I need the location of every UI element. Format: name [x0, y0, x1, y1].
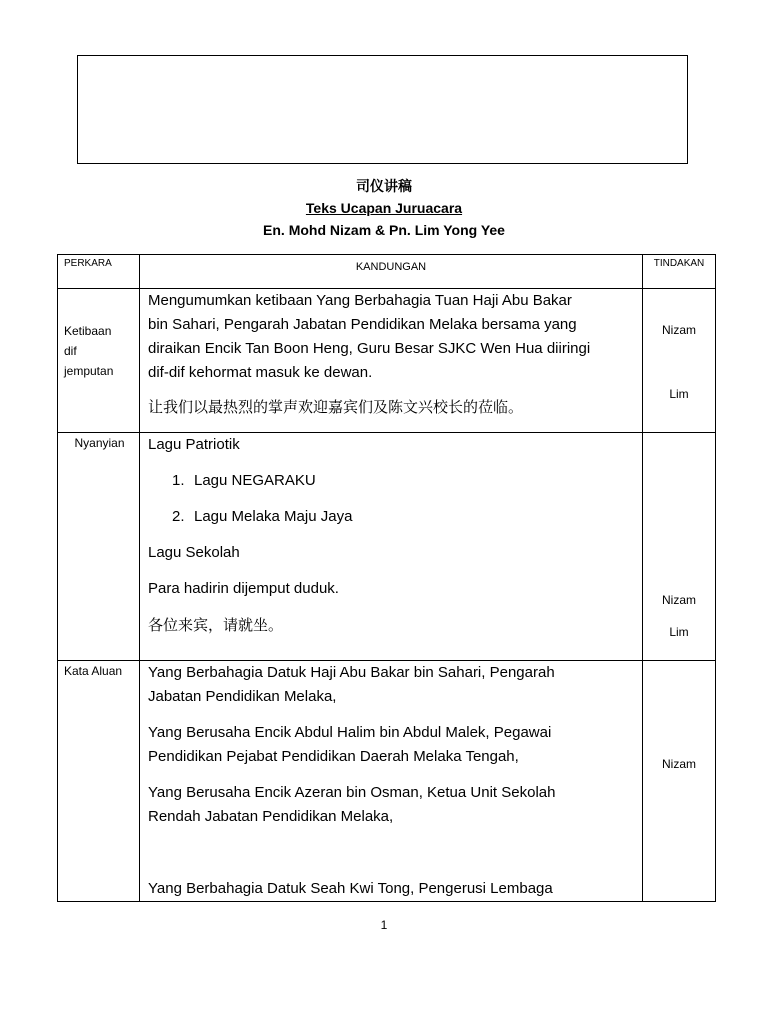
perkara-kata-aluan: Kata Aluan: [58, 661, 140, 902]
tindakan-name: Lim: [669, 387, 689, 401]
perkara-line: jemputan: [64, 364, 114, 378]
page-number: 1: [380, 918, 388, 932]
emcee-names: En. Mohd Nizam & Pn. Lim Yong Yee: [263, 222, 505, 238]
speech-table: [57, 254, 716, 902]
title-chinese: 司仪讲稿: [356, 179, 412, 195]
tindakan-name: Lim: [669, 625, 689, 639]
content-nyanyian: [140, 433, 643, 661]
content-ketibaan: [140, 289, 643, 433]
perkara-nyanyian: Nyanyian: [58, 433, 140, 661]
header-perkara: PERKARA: [58, 255, 140, 289]
greeting-paragraph: Yang Berbahagia Datuk Haji Abu Bakar bin Sahari, Pengarah Jabatan Pendidikan Melaka,: [148, 664, 555, 705]
content-line: dif-dif kehormat masuk ke dewan.: [148, 364, 373, 381]
table-row-ketibaan: [58, 289, 716, 433]
table-row-nyanyian: [58, 433, 716, 661]
table-row-kata-aluan: [58, 661, 716, 902]
tindakan-kata-aluan: [643, 661, 716, 902]
seated-instruction-chinese: 各位来宾，请就坐。: [148, 616, 284, 634]
song-list: [148, 469, 634, 529]
content-kata-aluan: [140, 661, 643, 902]
tindakan-nyanyian: [643, 433, 716, 661]
tindakan-name: Nizam: [661, 593, 696, 607]
greeting-paragraph: Yang Berusaha Encik Abdul Halim bin Abdul Malek, Pegawai Pendidikan Pejabat Pendidikan Daerah Melaka Tengah,: [148, 724, 552, 765]
list-item: 2. Lagu Melaka Maju Jaya: [172, 508, 353, 525]
content-line: Mengumumkan ketibaan Yang Berbahagia Tuan Haji Abu Bakar: [148, 292, 572, 309]
content-line: diraikan Encik Tan Boon Heng, Guru Besar SJKC Wen Hua diiringi: [148, 340, 591, 357]
perkara-line: Ketibaan: [64, 324, 112, 338]
header-kandungan: KANDUNGAN: [140, 255, 643, 289]
list-item: 1. Lagu NEGARAKU: [172, 472, 316, 489]
school-song: Lagu Sekolah: [148, 544, 240, 561]
greeting-paragraph: Yang Berusaha Encik Azeran bin Osman, Ketua Unit Sekolah Rendah Jabatan Pendidikan Melaka,: [148, 784, 556, 825]
perkara-line: dif: [64, 344, 77, 358]
perkara-ketibaan: [58, 289, 140, 433]
header-box: [77, 55, 688, 164]
document-title-block: [0, 176, 768, 242]
song-heading: Lagu Patriotik: [148, 436, 240, 453]
tindakan-name: Nizam: [661, 323, 696, 337]
tindakan-name: Nizam: [661, 757, 696, 771]
content-line: bin Sahari, Pengarah Jabatan Pendidikan Melaka bersama yang: [148, 316, 577, 333]
seated-instruction: Para hadirin dijemput duduk.: [148, 580, 339, 597]
content-chinese-welcome: 让我们以最热烈的掌声欢迎嘉宾们及陈文兴校长的莅临。: [148, 398, 524, 416]
tindakan-ketibaan: [643, 289, 716, 433]
greeting-paragraph: Yang Berbahagia Datuk Seah Kwi Tong, Pengerusi Lembaga: [148, 880, 553, 897]
title-malay: Teks Ucapan Juruacara: [305, 200, 463, 216]
table-header-row: [58, 255, 716, 289]
header-tindakan: TINDAKAN: [643, 255, 716, 289]
